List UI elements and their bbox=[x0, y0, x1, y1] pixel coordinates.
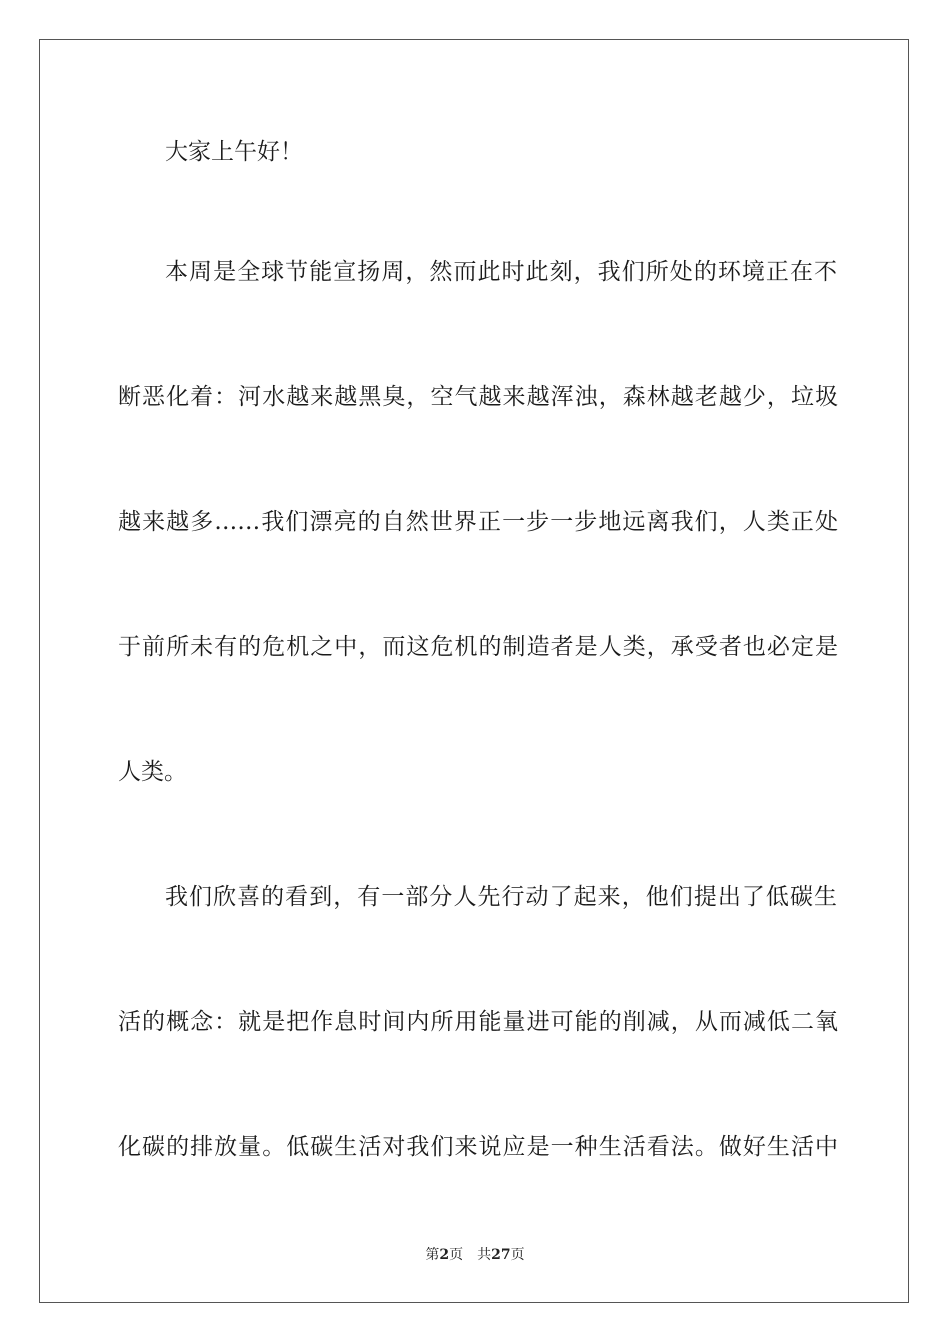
text-line-5: 于前所未有的危机之中，而这危机的制造者是人类，承受者也必定是 bbox=[118, 634, 838, 660]
text-line-6: 人类。 bbox=[118, 759, 187, 785]
page-footer bbox=[0, 1245, 950, 1265]
text-line-8: 活的概念：就是把作息时间内所用能量进可能的削减，从而减低二氧 bbox=[118, 1009, 838, 1035]
total-label-prefix: 共 bbox=[477, 1247, 492, 1263]
page-label-suffix: 页 bbox=[449, 1247, 464, 1263]
page-frame bbox=[39, 39, 909, 1303]
text-line-4: 越来越多……我们漂亮的自然世界正一步一步地远离我们，人类正处 bbox=[118, 509, 838, 535]
page-number: 2 bbox=[439, 1247, 450, 1263]
text-line-2: 本周是全球节能宣扬周，然而此时此刻，我们所处的环境正在不 bbox=[165, 259, 837, 285]
text-line-1: 大家上午好！ bbox=[165, 139, 303, 165]
text-line-9: 化碳的排放量。低碳生活对我们来说应是一种生活看法。做好生活中 bbox=[118, 1134, 838, 1160]
text-line-7: 我们欣喜的看到，有一部分人先行动了起来，他们提出了低碳生 bbox=[165, 884, 837, 910]
total-pages: 27 bbox=[491, 1247, 511, 1263]
page-label-prefix: 第 bbox=[425, 1247, 440, 1263]
text-line-3: 断恶化着：河水越来越黑臭，空气越来越浑浊，森林越老越少，垃圾 bbox=[118, 384, 838, 410]
total-label-suffix: 页 bbox=[510, 1247, 525, 1263]
